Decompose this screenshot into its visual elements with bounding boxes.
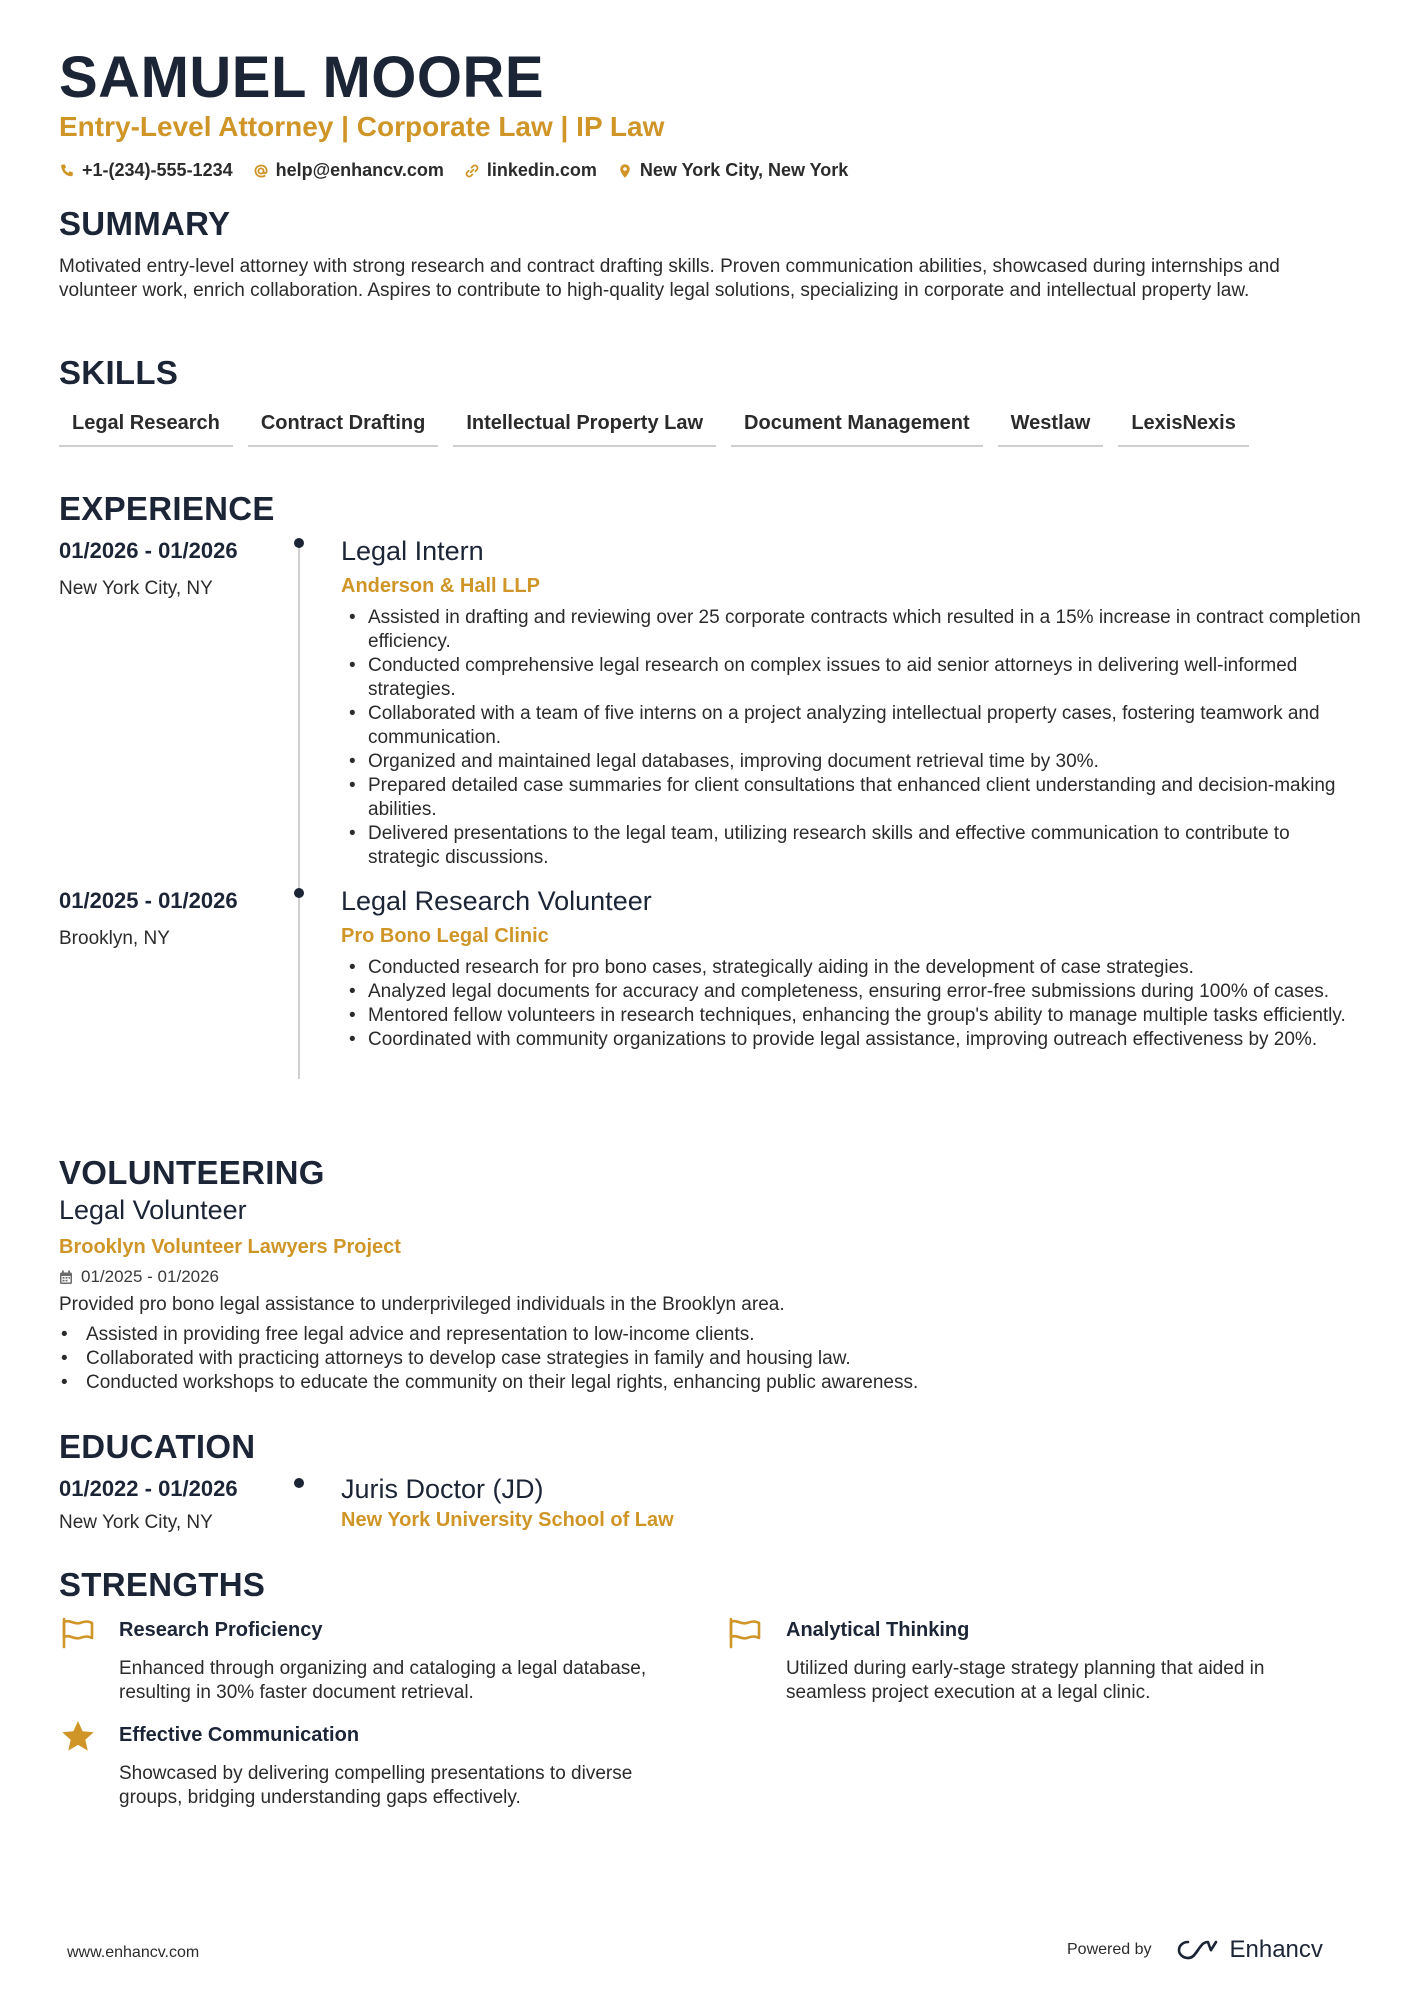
at-icon (253, 163, 269, 179)
summary-text: Motivated entry-level attorney with strong research and contract drafting skills. Proven communication abilities, showcased during internships and volunteer work, enrich collaboration. Aspires to contribute to high-quality legal solutions, specializing in corporate and intellectual property law. (59, 256, 1280, 301)
strength-title: Analytical Thinking (786, 1619, 970, 1641)
experience-dates: 01/2025 - 01/2026 (59, 888, 238, 913)
contact-linkedin[interactable] (464, 160, 597, 181)
footer-branding (1067, 1936, 1323, 1964)
experience-company: Anderson & Hall LLP (341, 575, 540, 597)
experience-timeline (298, 544, 300, 1079)
calendar-icon (59, 1270, 73, 1285)
timeline-dot (294, 538, 304, 548)
enhancv-logo-icon (1174, 1937, 1222, 1963)
list-item: • Assisted in providing free legal advice and representation to low-income clients. (59, 1323, 1349, 1347)
volunteering-role: Legal Volunteer (59, 1195, 247, 1225)
email-text: help@enhancv.com (275, 160, 444, 180)
strength-title: Effective Communication (119, 1724, 360, 1746)
volunteering-bullets (59, 1323, 1349, 1395)
skill-tag: Intellectual Property Law (453, 408, 716, 447)
experience-meta (59, 888, 238, 950)
flag-icon (59, 1613, 97, 1651)
experience-bullets (341, 606, 1361, 870)
brand-name: Enhancv (1229, 1936, 1323, 1963)
list-item: • Organized and maintained legal databases, improving document retrieval time by 30%. (341, 750, 1361, 774)
list-item: • Conducted comprehensive legal research on complex issues to aid senior attorneys in delivering well-informed strategies. (341, 654, 1361, 702)
contact-bar (59, 160, 848, 181)
skills-heading: SKILLS (59, 354, 179, 391)
skill-tag: Westlaw (998, 408, 1104, 447)
flag-icon (726, 1613, 764, 1651)
volunteering-organization: Brooklyn Volunteer Lawyers Project (59, 1236, 401, 1258)
list-item: • Mentored fellow volunteers in research techniques, enhancing the group's ability to manage multiple tasks efficiently. (341, 1004, 1361, 1028)
location-text: New York City, New York (639, 160, 849, 180)
volunteering-entry (59, 1195, 1349, 1395)
strength-description: Enhanced through organizing and cataloging a legal database, resulting in 30% faster document retrieval. (119, 1658, 647, 1703)
volunteering-date-row (59, 1267, 1349, 1287)
strength-description: Showcased by delivering compelling presentations to diverse groups, bridging understanding gaps effectively. (119, 1763, 633, 1808)
strengths-heading: STRENGTHS (59, 1566, 266, 1603)
experience-meta (59, 538, 238, 600)
experience-location: New York City, NY (59, 578, 213, 599)
skill-tag: LexisNexis (1118, 408, 1249, 447)
experience-role: Legal Intern (341, 536, 484, 566)
education-entry (341, 1474, 1361, 1532)
list-item: • Conducted workshops to educate the community on their legal rights, enhancing public awareness. (59, 1371, 1349, 1395)
brand-logo[interactable] (1174, 1936, 1323, 1964)
experience-entry (341, 536, 1361, 870)
skill-tag: Document Management (731, 408, 983, 447)
volunteering-description: Provided pro bono legal assistance to underprivileged individuals in the Brooklyn area. (59, 1294, 785, 1315)
phone-text: +1-(234)-555-1234 (82, 160, 233, 180)
education-dates: 01/2022 - 01/2026 (59, 1476, 238, 1501)
education-heading: EDUCATION (59, 1428, 256, 1465)
linkedin-text: linkedin.com (486, 160, 597, 180)
list-item: • Assisted in drafting and reviewing over 25 corporate contracts which resulted in a 15% increase in contract completion efficiency. (341, 606, 1361, 654)
volunteering-dates: 01/2025 - 01/2026 (81, 1267, 220, 1286)
list-item: • Collaborated with a team of five interns on a project analyzing intellectual property cases, fostering teamwork and communication. (341, 702, 1361, 750)
link-icon (464, 163, 480, 179)
candidate-title: Entry-Level Attorney | Corporate Law | IP Law (59, 111, 665, 142)
timeline-dot (294, 1478, 304, 1488)
strength-description: Utilized during early-stage strategy planning that aided in seamless project execution at a legal clinic. (786, 1658, 1265, 1703)
education-meta (59, 1476, 238, 1534)
location-pin-icon (617, 163, 633, 179)
candidate-name: SAMUEL MOORE (59, 45, 545, 110)
skill-tag: Contract Drafting (248, 408, 438, 447)
phone-icon (59, 163, 75, 179)
list-item: • Prepared detailed case summaries for client consultations that enhanced client understanding and decision-making abilities. (341, 774, 1361, 822)
skills-list (59, 408, 1249, 447)
education-school: New York University School of Law (341, 1509, 674, 1531)
skill-tag: Legal Research (59, 408, 233, 447)
experience-bullets (341, 956, 1361, 1052)
experience-entry (341, 886, 1361, 1052)
education-degree: Juris Doctor (JD) (341, 1474, 544, 1504)
footer-website[interactable]: www.enhancv.com (67, 1944, 200, 1961)
contact-phone[interactable] (59, 160, 233, 181)
experience-role: Legal Research Volunteer (341, 886, 652, 916)
strength-title: Research Proficiency (119, 1619, 323, 1641)
timeline-dot (294, 888, 304, 898)
summary-heading: SUMMARY (59, 205, 231, 242)
list-item: • Conducted research for pro bono cases, strategically aiding in the development of case strategies. (341, 956, 1361, 980)
experience-company: Pro Bono Legal Clinic (341, 925, 549, 947)
volunteering-heading: VOLUNTEERING (59, 1154, 325, 1191)
list-item: • Delivered presentations to the legal team, utilizing research skills and effective communication to contribute to strategic discussions. (341, 822, 1361, 870)
list-item: • Analyzed legal documents for accuracy and completeness, ensuring error-free submissions during 100% of cases. (341, 980, 1361, 1004)
contact-location (617, 160, 848, 181)
experience-heading: EXPERIENCE (59, 490, 275, 527)
star-icon (59, 1718, 97, 1756)
experience-dates: 01/2026 - 01/2026 (59, 538, 238, 563)
education-location: New York City, NY (59, 1512, 213, 1533)
list-item: • Coordinated with community organizations to provide legal assistance, improving outreach effectiveness by 20%. (341, 1028, 1361, 1052)
contact-email[interactable] (253, 160, 444, 181)
list-item: • Collaborated with practicing attorneys to develop case strategies in family and housing law. (59, 1347, 1349, 1371)
experience-location: Brooklyn, NY (59, 928, 170, 949)
powered-by-text: Powered by (1067, 1941, 1152, 1958)
